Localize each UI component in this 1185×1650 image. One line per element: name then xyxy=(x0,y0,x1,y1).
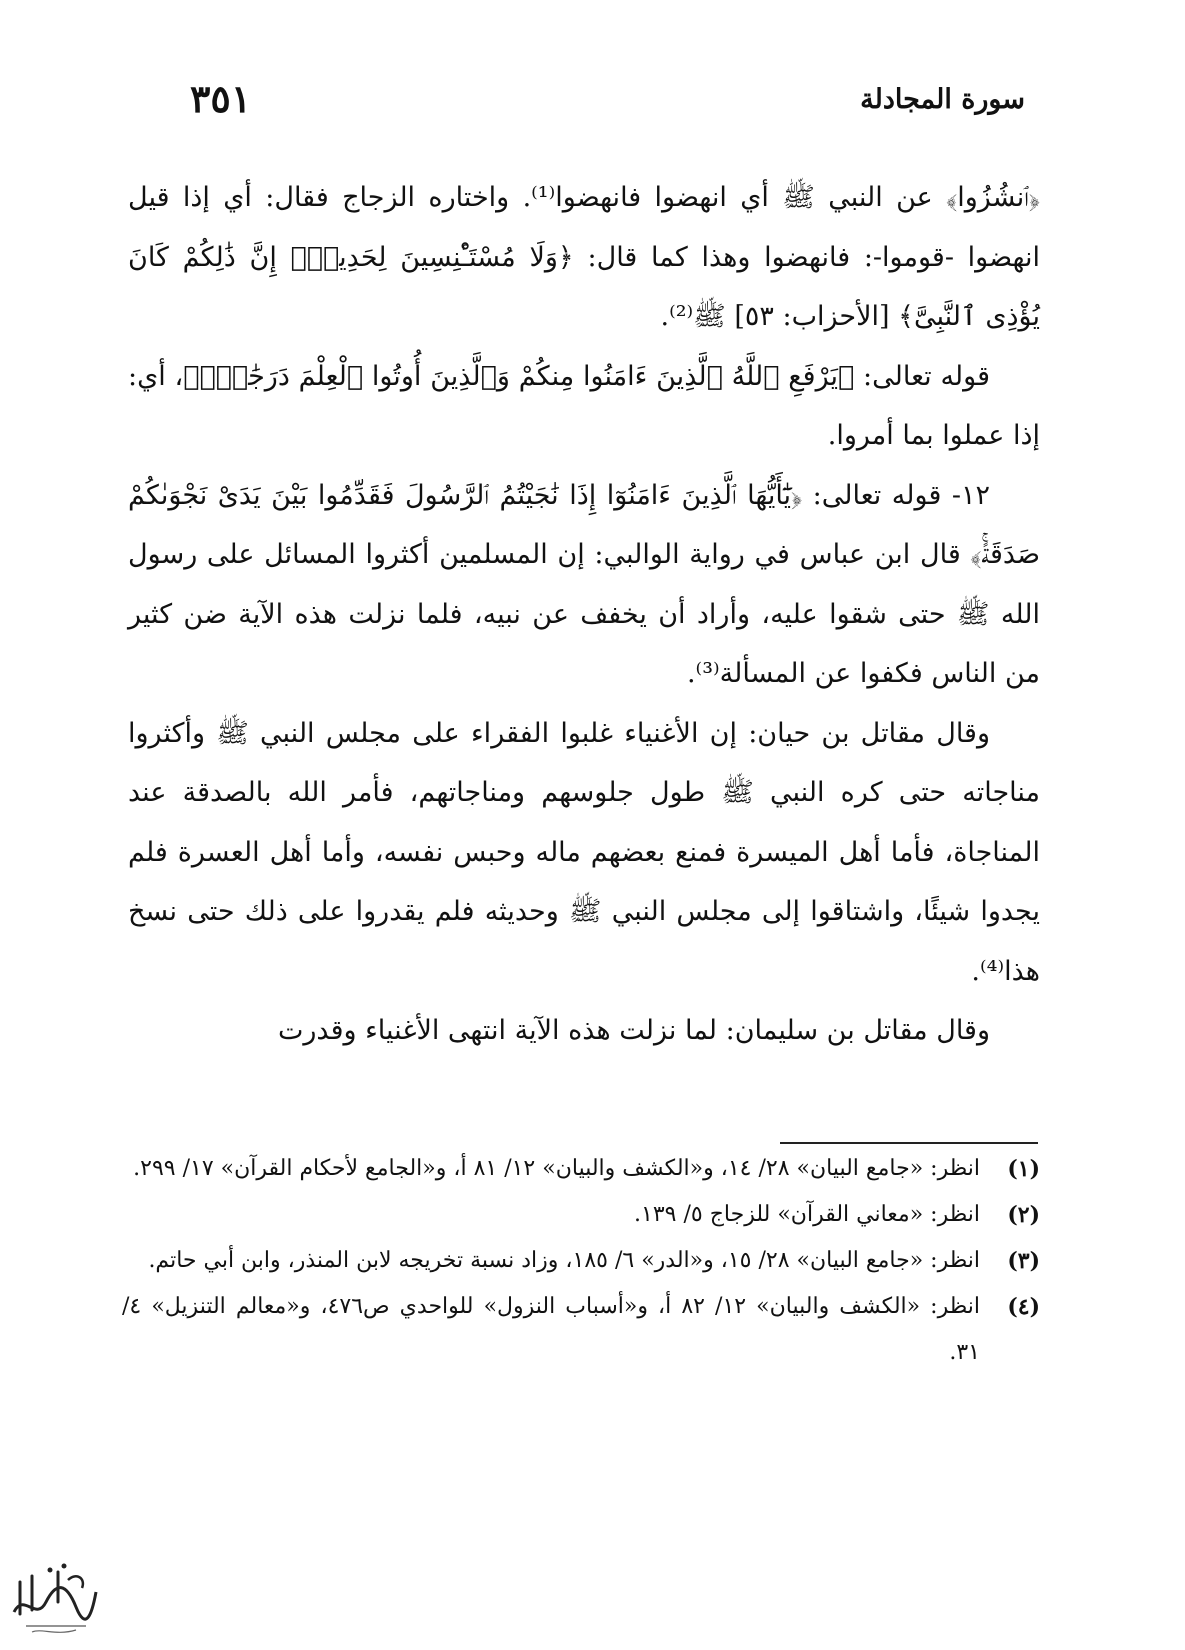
footnote-text: انظر: «معاني القرآن» للزجاج ٥/ ١٣٩. xyxy=(634,1202,980,1227)
paragraph: ١٢- قوله تعالى: ﴿يَٰٓأَيُّهَا ٱلَّذِينَ ءَامَنُوٓا إِذَا نَٰجَيْتُمُ ٱلرَّسُولَ فَقَدِّمُوا بَيْنَ يَدَىْ نَجْوَىٰكُمْ صَدَقَةًۚ﴾ قال ابن عباس في رواية الوالبي: إن المسلمين أكثروا المسائل على رسول الله ﷺ حتى شقوا عليه، وأراد أن يخفف عن نبيه، فلما نزلت هذه الآية ضن كثير من الناس فكفوا عن المسألة⁽³⁾. xyxy=(128,479,1040,689)
footnotes xyxy=(122,1146,1040,1376)
paragraph: قوله تعالى: ﴿يَرْفَعِ ٱللَّهُ ٱلَّذِينَ ءَامَنُوا مِنكُمْ وَٱلَّذِينَ أُوتُوا ٱلْعِلْمَ دَرَجَٰتٍۚ﴾، أي: إذا عملوا بما أمروا. xyxy=(128,360,1040,451)
paragraph: وقال مقاتل بن حيان: إن الأغنياء غلبوا الفقراء على مجلس النبي ﷺ وأكثروا مناجاته حتى كره النبي ﷺ طول جلوسهم ومناجاتهم، فأمر الله بالصدقة عند المناجاة، فأما أهل الميسرة فمنع بعضهم ماله وحبس نفسه، وأما أهل العسرة فلم يجدوا شيئًا، واشتاقوا إلى مجلس النبي ﷺ وحديثه فلم يقدروا على ذلك حتى نسخ هذا⁽⁴⁾. xyxy=(128,717,1040,987)
footnote xyxy=(122,1238,1040,1284)
surah-title: سورة المجادلة xyxy=(860,84,1025,115)
paragraph: وقال مقاتل بن سليمان: لما نزلت هذه الآية انتهى الأغنياء وقدرت xyxy=(277,1015,990,1046)
footnote xyxy=(122,1146,1040,1192)
footnote-text: انظر: «جامع البيان» ٢٨/ ١٤، و«الكشف والبيان» ١٢/ ٨١ أ، و«الجامع لأحكام القرآن» ١٧/ ٢٩٩. xyxy=(133,1156,980,1181)
footnote-text: انظر: «جامع البيان» ٢٨/ ١٥، و«الدر» ٦/ ١٨٥، وزاد نسبة تخريجه لابن المنذر، وابن أبي حاتم. xyxy=(148,1248,980,1273)
library-calligraphy-logo-icon xyxy=(6,1552,102,1642)
footnote xyxy=(122,1284,1040,1376)
page-header xyxy=(190,72,1025,132)
footnote-text: انظر: «الكشف والبيان» ١٢/ ٨٢ أ، و«أسباب النزول» للواحدي ص٤٧٦، و«معالم التنزيل» ٤/ ٣١. xyxy=(122,1294,981,1365)
page-number: ٣٥١ xyxy=(190,76,252,121)
footnote-divider xyxy=(780,1142,1038,1144)
footnote-number: (٣) xyxy=(1007,1248,1040,1274)
footnote-number: (٢) xyxy=(1007,1202,1040,1228)
footnote-number: (٤) xyxy=(1007,1294,1040,1320)
footnote xyxy=(122,1192,1040,1238)
footnote-number: (١) xyxy=(1007,1156,1040,1182)
paragraph: ﴿ٱنشُزُوا﴾ عن النبي ﷺ أي انهضوا فانهضوا⁽¹⁾. واختاره الزجاج فقال: أي إذا قيل انهضوا -قوموا-: فانهضوا وهذا كما قال: ﴿وَلَا مُسْتَـْٔنِسِينَ لِحَدِيثٍۚ إِنَّ ذَٰلِكُمْ كَانَ يُؤْذِى ٱلنَّبِىَّ﴾ [الأحزاب: ٥٣] ﷺ⁽²⁾. xyxy=(128,182,1040,332)
main-text xyxy=(128,168,1040,1061)
